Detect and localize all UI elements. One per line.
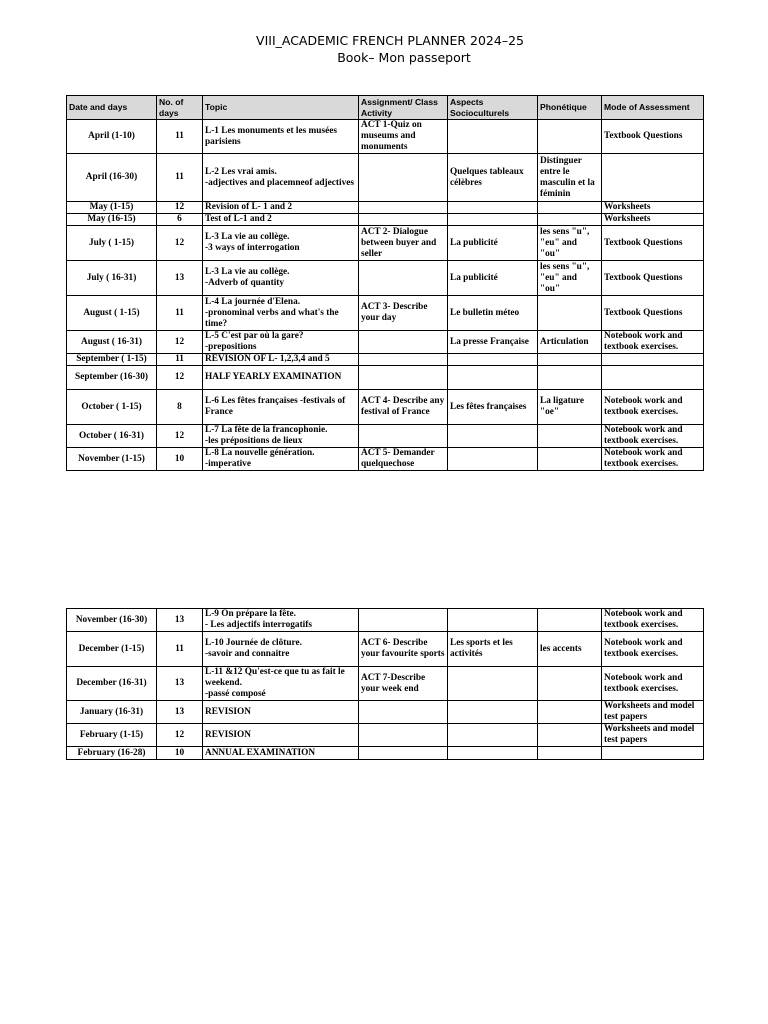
- table-row: [67, 390, 704, 425]
- table-row: [67, 425, 704, 448]
- days-cell: 13: [157, 261, 203, 296]
- days-cell: 12: [157, 202, 203, 214]
- date-cell: April (16-30): [67, 154, 157, 202]
- date-cell: April (1-10): [67, 120, 157, 154]
- topic-cell: L-4 La journée d'Elena. -pronominal verbs and what's the time?: [203, 296, 359, 331]
- topic-cell: L-7 La fête de la francophonie. -les prépositions de lieux: [203, 425, 359, 448]
- topic-cell: L-9 On prépare la fête. - Les adjectifs interrogatifs: [203, 609, 359, 632]
- phonetique-cell: les sens "u", "eu" and "ou": [538, 226, 602, 261]
- assessment-cell: Notebook work and textbook exercises.: [602, 425, 704, 448]
- assessment-cell: [602, 366, 704, 390]
- days-cell: 11: [157, 154, 203, 202]
- date-cell: May (16-15): [67, 214, 157, 226]
- table-row: [67, 354, 704, 366]
- days-cell: 11: [157, 632, 203, 667]
- assessment-cell: Worksheets and model test papers: [602, 701, 704, 724]
- activity-cell: [359, 747, 448, 760]
- aspects-cell: Quelques tableaux célèbres: [448, 154, 538, 202]
- table-row: [67, 724, 704, 747]
- phonetique-cell: [538, 609, 602, 632]
- col-header-activity: Assignment/ Class Activity: [359, 96, 448, 120]
- table-row: [67, 366, 704, 390]
- assessment-cell: Notebook work and textbook exercises.: [602, 667, 704, 701]
- assessment-cell: Textbook Questions: [602, 120, 704, 154]
- table-row: [67, 154, 704, 202]
- activity-cell: [359, 214, 448, 226]
- activity-cell: [359, 261, 448, 296]
- activity-cell: [359, 366, 448, 390]
- aspects-cell: Les fêtes françaises: [448, 390, 538, 425]
- planner-table-page2: [66, 608, 704, 760]
- topic-cell: Test of L-1 and 2: [203, 214, 359, 226]
- activity-cell: ACT 4- Describe any festival of France: [359, 390, 448, 425]
- date-cell: October ( 1-15): [67, 390, 157, 425]
- table-row: [67, 609, 704, 632]
- activity-cell: ACT 7-Describe your week end: [359, 667, 448, 701]
- col-header-days: No. of days: [157, 96, 203, 120]
- phonetique-cell: Articulation: [538, 331, 602, 354]
- aspects-cell: [448, 354, 538, 366]
- topic-cell: L-2 Les vrai amis. -adjectives and placemneof adjectives: [203, 154, 359, 202]
- assessment-cell: Textbook Questions: [602, 296, 704, 331]
- topic-cell: L-6 Les fêtes françaises -festivals of France: [203, 390, 359, 425]
- assessment-cell: Notebook work and textbook exercises.: [602, 632, 704, 667]
- days-cell: 11: [157, 354, 203, 366]
- phonetique-cell: [538, 366, 602, 390]
- topic-cell: HALF YEARLY EXAMINATION: [203, 366, 359, 390]
- table-row: [67, 667, 704, 701]
- activity-cell: [359, 724, 448, 747]
- phonetique-cell: Distinguer entre le masculin et la féminin: [538, 154, 602, 202]
- phonetique-cell: [538, 667, 602, 701]
- header-row: [67, 96, 704, 120]
- table-row: [67, 747, 704, 760]
- aspects-cell: [448, 202, 538, 214]
- phonetique-cell: [538, 214, 602, 226]
- topic-cell: L-5 C'est par où la gare? -prepositions: [203, 331, 359, 354]
- table-row: [67, 226, 704, 261]
- assessment-cell: Notebook work and textbook exercises.: [602, 331, 704, 354]
- page-title: VIII_ACADEMIC FRENCH PLANNER 2024–25: [256, 33, 524, 48]
- days-cell: 13: [157, 609, 203, 632]
- activity-cell: ACT 6- Describe your favourite sports: [359, 632, 448, 667]
- days-cell: 10: [157, 448, 203, 471]
- table-row: [67, 120, 704, 154]
- activity-cell: ACT 5- Demander quelquechose: [359, 448, 448, 471]
- date-cell: February (16-28): [67, 747, 157, 760]
- date-cell: August ( 16-31): [67, 331, 157, 354]
- phonetique-cell: [538, 425, 602, 448]
- topic-cell: L-1 Les monuments et les musées parisiens: [203, 120, 359, 154]
- topic-cell: REVISION OF L- 1,2,3,4 and 5: [203, 354, 359, 366]
- activity-cell: [359, 425, 448, 448]
- table-row: [67, 448, 704, 471]
- activity-cell: [359, 609, 448, 632]
- assessment-cell: Notebook work and textbook exercises.: [602, 448, 704, 471]
- date-cell: October ( 16-31): [67, 425, 157, 448]
- assessment-cell: Textbook Questions: [602, 226, 704, 261]
- date-cell: May (1-15): [67, 202, 157, 214]
- aspects-cell: [448, 701, 538, 724]
- aspects-cell: [448, 425, 538, 448]
- assessment-cell: [602, 747, 704, 760]
- assessment-cell: Worksheets: [602, 214, 704, 226]
- aspects-cell: [448, 120, 538, 154]
- phonetique-cell: [538, 296, 602, 331]
- topic-cell: L-3 La vie au collège. -Adverb of quantity: [203, 261, 359, 296]
- date-cell: January (16-31): [67, 701, 157, 724]
- activity-cell: [359, 202, 448, 214]
- topic-cell: Revision of L- 1 and 2: [203, 202, 359, 214]
- aspects-cell: Les sports et les activités: [448, 632, 538, 667]
- phonetique-cell: [538, 202, 602, 214]
- aspects-cell: Le bulletin méteo: [448, 296, 538, 331]
- table-row: [67, 331, 704, 354]
- assessment-cell: [602, 354, 704, 366]
- topic-cell: REVISION: [203, 701, 359, 724]
- aspects-cell: [448, 609, 538, 632]
- table-row: [67, 632, 704, 667]
- phonetique-cell: [538, 724, 602, 747]
- col-header-assessment: Mode of Assessment: [602, 96, 704, 120]
- col-header-date: Date and days: [67, 96, 157, 120]
- table-row: [67, 202, 704, 214]
- assessment-cell: Notebook work and textbook exercises.: [602, 390, 704, 425]
- col-header-phonetique: Phonétique: [538, 96, 602, 120]
- phonetique-cell: [538, 448, 602, 471]
- days-cell: 12: [157, 425, 203, 448]
- phonetique-cell: [538, 120, 602, 154]
- aspects-cell: La publicité: [448, 261, 538, 296]
- days-cell: 12: [157, 331, 203, 354]
- aspects-cell: [448, 448, 538, 471]
- topic-cell: REVISION: [203, 724, 359, 747]
- col-header-topic: Topic: [203, 96, 359, 120]
- table-row: [67, 261, 704, 296]
- days-cell: 8: [157, 390, 203, 425]
- days-cell: 13: [157, 701, 203, 724]
- aspects-cell: [448, 366, 538, 390]
- assessment-cell: [602, 154, 704, 202]
- table-row: [67, 701, 704, 724]
- date-cell: September ( 1-15): [67, 354, 157, 366]
- date-cell: December (16-31): [67, 667, 157, 701]
- date-cell: September (16-30): [67, 366, 157, 390]
- days-cell: 12: [157, 724, 203, 747]
- topic-cell: L-8 La nouvelle génération. -imperative: [203, 448, 359, 471]
- days-cell: 10: [157, 747, 203, 760]
- days-cell: 11: [157, 296, 203, 331]
- assessment-cell: Notebook work and textbook exercises.: [602, 609, 704, 632]
- date-cell: July ( 1-15): [67, 226, 157, 261]
- days-cell: 11: [157, 120, 203, 154]
- aspects-cell: [448, 747, 538, 760]
- activity-cell: [359, 701, 448, 724]
- activity-cell: [359, 354, 448, 366]
- table-row: [67, 296, 704, 331]
- table-row: [67, 214, 704, 226]
- phonetique-cell: [538, 354, 602, 366]
- days-cell: 12: [157, 366, 203, 390]
- date-cell: February (1-15): [67, 724, 157, 747]
- date-cell: December (1-15): [67, 632, 157, 667]
- date-cell: November (1-15): [67, 448, 157, 471]
- phonetique-cell: les sens "u", "eu" and "ou": [538, 261, 602, 296]
- activity-cell: ACT 3- Describe your day: [359, 296, 448, 331]
- aspects-cell: [448, 667, 538, 701]
- aspects-cell: [448, 724, 538, 747]
- days-cell: 12: [157, 226, 203, 261]
- col-header-aspects: Aspects Socioculturels: [448, 96, 538, 120]
- date-cell: November (16-30): [67, 609, 157, 632]
- aspects-cell: La publicité: [448, 226, 538, 261]
- topic-cell: ANNUAL EXAMINATION: [203, 747, 359, 760]
- days-cell: 13: [157, 667, 203, 701]
- activity-cell: ACT 1-Quiz on museums and monuments: [359, 120, 448, 154]
- days-cell: 6: [157, 214, 203, 226]
- aspects-cell: [448, 214, 538, 226]
- activity-cell: [359, 154, 448, 202]
- planner-table-page1: [66, 95, 704, 471]
- phonetique-cell: [538, 747, 602, 760]
- activity-cell: [359, 331, 448, 354]
- aspects-cell: La presse Française: [448, 331, 538, 354]
- book-subtitle: Book– Mon passeport: [337, 50, 471, 65]
- topic-cell: L-3 La vie au collège. -3 ways of interrogation: [203, 226, 359, 261]
- assessment-cell: Worksheets: [602, 202, 704, 214]
- assessment-cell: Worksheets and model test papers: [602, 724, 704, 747]
- topic-cell: L-11 &12 Qu'est-ce que tu as fait le weekend. -passé composé: [203, 667, 359, 701]
- date-cell: July ( 16-31): [67, 261, 157, 296]
- phonetique-cell: les accents: [538, 632, 602, 667]
- phonetique-cell: [538, 701, 602, 724]
- assessment-cell: Textbook Questions: [602, 261, 704, 296]
- date-cell: August ( 1-15): [67, 296, 157, 331]
- activity-cell: ACT 2- Dialogue between buyer and seller: [359, 226, 448, 261]
- topic-cell: L-10 Journée de clôture. -savoir and connaitre: [203, 632, 359, 667]
- phonetique-cell: La ligature "oe": [538, 390, 602, 425]
